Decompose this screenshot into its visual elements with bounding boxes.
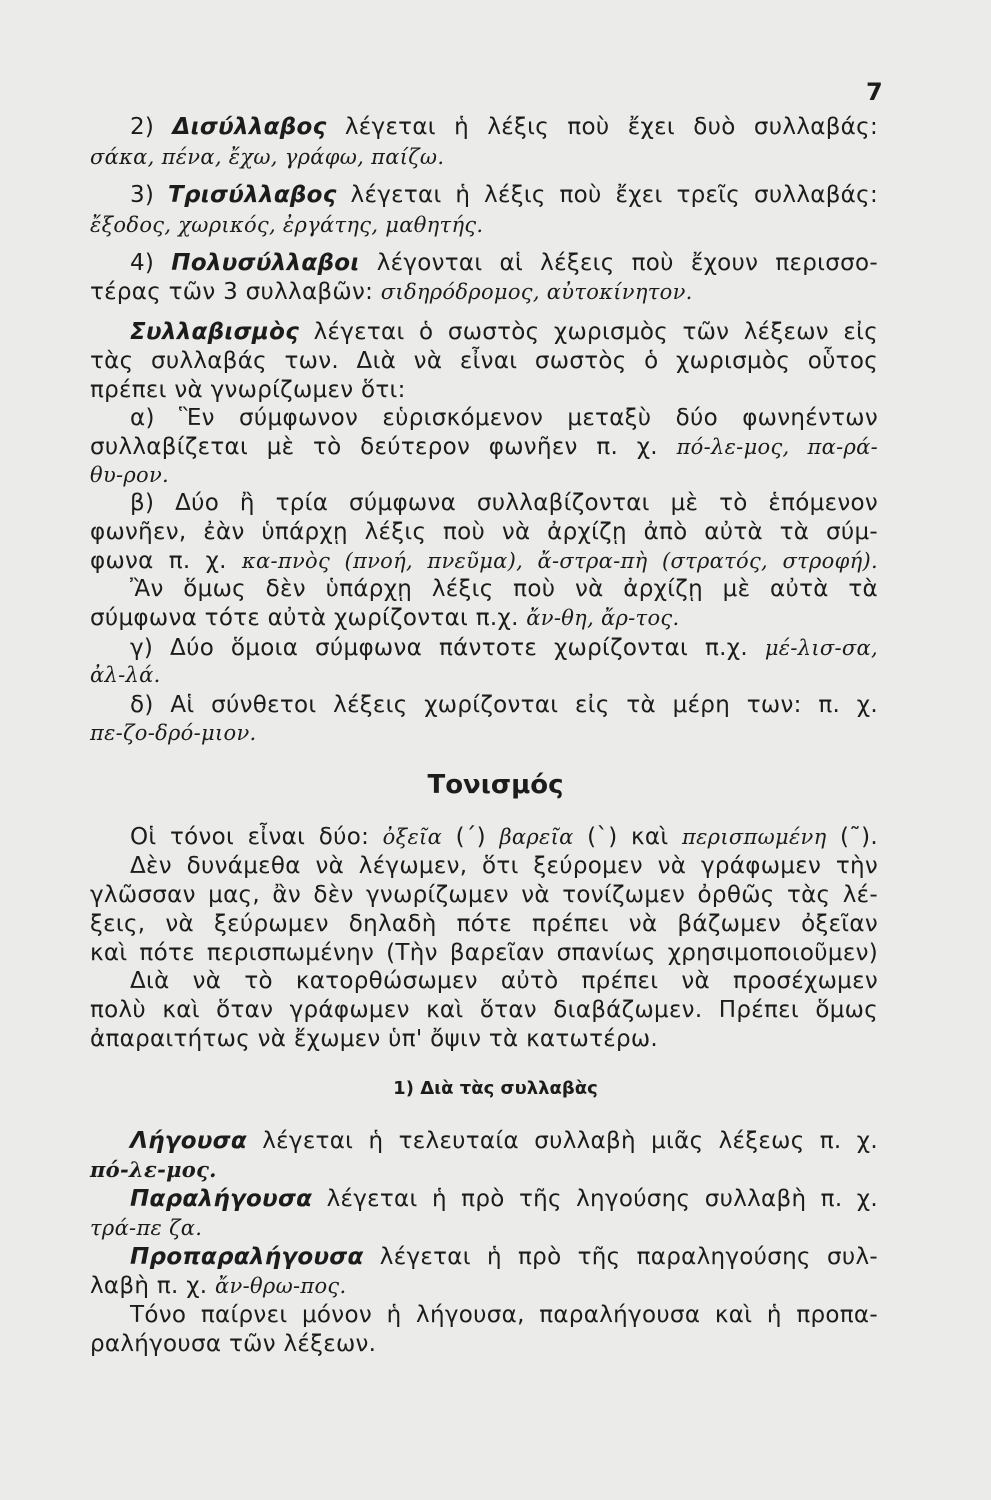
example: σάκα, πένα, ἔχω, γράφω, παίζω. xyxy=(90,145,445,169)
example: ἄν-θρω-πος. xyxy=(215,1274,347,1298)
term: Συλλαβισμὸς xyxy=(130,319,300,345)
example: πε-ζο-δρό-μιον. xyxy=(90,721,257,745)
text-line: γ) Δύο ὅμοια σύμφωνα πάντοτε χωρίζονται π.χ. μέ-λισ-σα, xyxy=(130,635,878,661)
text-line: συλλαβίζεται μὲ τὸ δεύτερον φωνῆεν π. χ. πό-λε-μος, πα-ρά- xyxy=(90,434,878,460)
text-line: β) Δύο ἢ τρία σύμφωνα συλλαβίζονται μὲ τὸ ἑπόμενον xyxy=(130,490,878,516)
text-line: Δὲν δυνάμεθα νὰ λέγωμεν, ὅτι ξεύρομεν νὰ γράφωμεν τὴν xyxy=(130,853,878,879)
term: Προπαραλήγουσα xyxy=(130,1244,364,1270)
text-line: δ) Αἱ σύνθετοι λέξεις χωρίζονται εἰς τὰ μέρη των: π. χ. xyxy=(130,692,878,718)
text-line: Τόνο παίρνει μόνον ἡ λήγουσα, παραλήγουσα καὶ ἡ προπα- xyxy=(130,1302,878,1328)
text-line: λαβὴ π. χ. ἄν-θρω-πος. xyxy=(90,1273,347,1299)
page-number: 7 xyxy=(866,78,883,106)
example: ἀλ-λά. xyxy=(90,663,161,687)
text-line: καὶ πότε περισπωμένην (Τὴν βαρεῖαν σπανίως χρησιμοποιοῦμεν) xyxy=(90,940,878,966)
subsection-heading: 1) Διὰ τὰς συλλαβὰς xyxy=(393,1078,598,1099)
term: Λήγουσα xyxy=(130,1128,247,1154)
text-line: 4) Πολυσύλλαβοι λέγονται αἱ λέξεις ποὺ ἔχουν περισσο- xyxy=(130,250,878,276)
text-line: Ἂν ὅμως δὲν ὑπάρχῃ λέξις ποὺ νὰ ἀρχίζῃ μὲ αὐτὰ τὰ xyxy=(130,576,878,602)
text-line: ξεις, νὰ ξεύρωμεν δηλαδὴ πότε πρέπει νὰ βάζωμεν ὀξεῖαν xyxy=(90,911,878,937)
text-line xyxy=(90,660,878,690)
text-line: Λήγουσα λέγεται ἡ τελευταία συλλαβὴ μιᾶς λέξεως π. χ. xyxy=(130,1128,878,1154)
text-line: ἀπαραιτήτως νὰ ἔχωμεν ὑπ' ὄψιν τὰ κατωτέρω. xyxy=(90,1026,659,1052)
example: σιδηρόδρομος, αὐτοκίνητον. xyxy=(380,280,693,304)
text-line xyxy=(90,210,878,240)
example: περισπωμένη xyxy=(682,825,827,849)
text-line: ραλήγουσα τῶν λέξεων. xyxy=(90,1331,377,1357)
example: μέ-λισ-σα, xyxy=(764,636,878,660)
text-line: Προπαραλήγουσα λέγεται ἡ πρὸ τῆς παραληγούσης συλ- xyxy=(130,1244,878,1270)
text-line: τέρας τῶν 3 συλλαβῶν: σιδηρόδρομος, αὐτοκίνητον. xyxy=(90,279,693,305)
text-line: 2) Δισύλλαβος λέγεται ἡ λέξις ποὺ ἔχει δυὸ συλλαβάς: xyxy=(130,114,878,140)
text-line: φωνα π. χ. κα-πνὸς (πνοή, πνεῦμα), ἄ-στρα-πὴ (στρατός, στροφή). xyxy=(90,548,878,574)
text-line: 3) Τρισύλλαβος λέγεται ἡ λέξις ποὺ ἔχει τρεῖς συλλαβάς: xyxy=(130,182,878,208)
example: ἔξοδος, χωρικός, ἐργάτης, μαθητής. xyxy=(90,213,484,237)
example: τρά-πε ζα. xyxy=(90,1216,203,1240)
example: ὀξεῖα xyxy=(382,825,443,849)
text-line: γλῶσσαν μας, ἂν δὲν γνωρίζωμεν νὰ τονίζωμεν ὀρθῶς τὰς λέ- xyxy=(90,882,878,908)
text-line: α) Ἓν σύμφωνον εὑρισκόμενον μεταξὺ δύο φωνηέντων xyxy=(130,405,878,431)
example: ἄν-θη, ἄρ-τος. xyxy=(526,606,680,630)
example: βαρεῖα xyxy=(499,825,574,849)
text-line: τὰς συλλαβάς των. Διὰ νὰ εἶναι σωστὸς ὁ χωρισμὸς οὗτος xyxy=(90,348,878,374)
text-line: φωνῆεν, ἐὰν ὑπάρχῃ λέξις ποὺ νὰ ἀρχίζῃ ἀπὸ αὐτὰ τὰ σύμ- xyxy=(90,519,878,545)
text-line xyxy=(90,460,878,490)
text-line: Οἱ τόνοι εἶναι δύο: ὀξεῖα (΄) βαρεῖα (`) καὶ περισπωμένη (῀). xyxy=(130,824,878,850)
section-heading: Τονισμός xyxy=(427,770,564,800)
text-line: πολὺ καὶ ὅταν γράφωμεν καὶ ὅταν διαβάζωμεν. Πρέπει ὅμως xyxy=(90,997,878,1023)
example: πό-λε-μος. xyxy=(90,1157,217,1182)
term: Τρισύλλαβος xyxy=(168,182,337,208)
text-line: Παραλήγουσα λέγεται ἡ πρὸ τῆς ληγούσης συλλαβὴ π. χ. xyxy=(130,1186,878,1212)
text-line: πρέπει νὰ γνωρίζωμεν ὅτι: xyxy=(90,377,406,403)
text-line: Διὰ νὰ τὸ κατορθώσωμεν αὐτὸ πρέπει νὰ προσέχωμεν xyxy=(130,968,878,994)
text-line xyxy=(90,1213,878,1243)
term: Δισύλλαβος xyxy=(172,114,327,140)
example: θυ-ρον. xyxy=(90,463,170,487)
text-line xyxy=(90,718,878,748)
text-line xyxy=(90,142,878,172)
term: Παραλήγουσα xyxy=(130,1186,313,1212)
term: Πολυσύλλαβοι xyxy=(171,250,360,276)
text-line: σύμφωνα τότε αὐτὰ χωρίζονται π.χ. ἄν-θη, ἄρ-τος. xyxy=(90,605,680,631)
text-line: Συλλαβισμὸς λέγεται ὁ σωστὸς χωρισμὸς τῶν λέξεων εἰς xyxy=(130,319,878,345)
example: κα-πνὸς (πνοή, πνεῦμα), ἄ-στρα-πὴ (στρατός, στροφή). xyxy=(241,549,878,573)
text-line xyxy=(90,1155,878,1185)
example: πό-λε-μος, πα-ρά- xyxy=(676,435,878,459)
